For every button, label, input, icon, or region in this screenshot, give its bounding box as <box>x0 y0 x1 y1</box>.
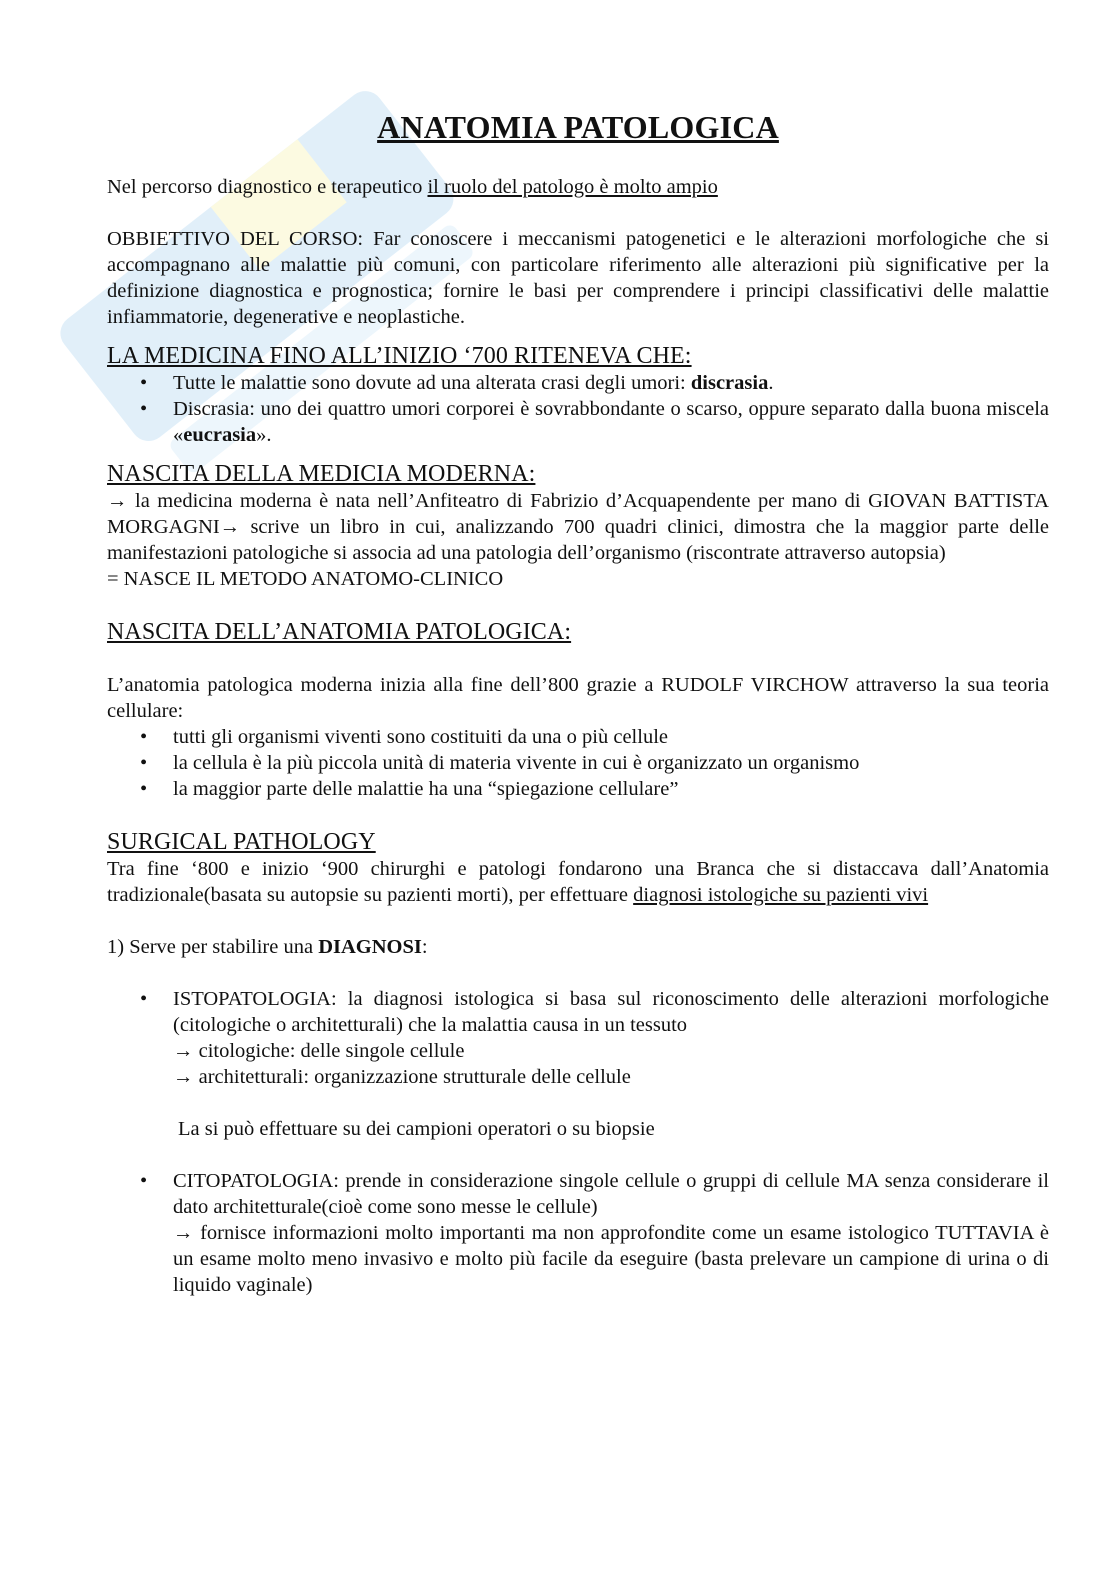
bullet-icon: • <box>140 988 148 1010</box>
section-heading-surgical-pathology: SURGICAL PATHOLOGY <box>107 829 376 855</box>
bullet-icon: • <box>140 752 148 774</box>
list-item-citopatologia: • CITOPATOLOGIA: prende in considerazione singole cellule o gruppi di cellule MA senza considerare il dato architetturale(cioè come sono messe le cellule) → fornisce informazioni molto importanti ma non approfondite come un esame istologico TUTTAVIA è un esame molto meno invasivo e molto più facile da eseguire (basta prelevare un campione di urina o di liquido vaginale) <box>140 1170 1049 1296</box>
diagnosi-bullet-list <box>107 986 1049 1090</box>
bullet-icon: • <box>140 398 148 420</box>
list-item: • tutti gli organismi viventi sono costituiti da una o più cellule <box>140 726 668 748</box>
section1-bullet-list <box>107 370 1049 448</box>
section-heading-medicina-moderna: NASCITA DELLA MEDICIA MODERNA: <box>107 461 536 487</box>
document-title: ANATOMIA PATOLOGICA <box>377 109 779 145</box>
diagnosi-line: 1) Serve per stabilire una DIAGNOSI: <box>107 936 428 958</box>
metodo-anatomo-clinico-line: = NASCE IL METODO ANATOMO-CLINICO <box>107 568 504 590</box>
objective-paragraph: OBBIETTIVO DEL CORSO: Far conoscere i meccanismi patogenetici e le alterazioni morfologiche che si accompagnano alle malattie più comuni, con particolare riferimento alle alterazioni più significative per la definizione diagnostica e prognostica; fornire le basi per comprendere i principi classificativi delle malattie infiammatorie, degenerative e neoplastiche. <box>107 228 1049 328</box>
list-item: • Tutte le malattie sono dovute ad una alterata crasi degli umori: discrasia. <box>140 372 774 394</box>
medicina-moderna-paragraph: → la medicina moderna è nata nell’Anfiteatro di Fabrizio d’Acquapendente per mano di GIOVAN BATTISTA MORGAGNI→ scrive un libro in cui, analizzando 700 quadri clinici, dimostra che la maggior parte delle manifestazioni patologiche si associa ad una patologia dell’organismo (riscontrate attraverso autopsia) <box>107 490 1049 564</box>
bullet-icon: • <box>140 372 148 394</box>
surgical-underlined-text: diagnosi istologiche su pazienti vivi <box>633 884 929 906</box>
document-page <box>107 108 1049 1298</box>
section-heading-anatomia-patologica: NASCITA DELL’ANATOMIA PATOLOGICA: <box>107 619 572 645</box>
list-item-istopatologia: • ISTOPATOLOGIA: la diagnosi istologica si basa sul riconoscimento delle alterazioni morfologiche (citologiche o architetturali) che la malattia causa in un tessuto → citologiche: delle singole cellule → architetturali: organizzazione strutturale delle cellule <box>140 988 1049 1088</box>
istopatologia-note: La si può effettuare su dei campioni operatori o su biopsie <box>178 1118 655 1140</box>
istopatologia-sub-architetturali: → architetturali: organizzazione strutturale delle cellule <box>173 1066 631 1088</box>
intro-underlined-text: il ruolo del patologo è molto ampio <box>427 176 718 198</box>
virchow-paragraph: L’anatomia patologica moderna inizia alla fine dell’800 grazie a RUDOLF VIRCHOW attraverso la sua teoria cellulare: <box>107 674 1049 722</box>
surgical-pathology-paragraph: Tra fine ‘800 e inizio ‘900 chirurghi e patologi fondarono una Branca che si distaccava dall’Anatomia tradizionale(basata su autopsie su pazienti morti), per effettuare diagnosi istologiche su pazienti vivi <box>107 858 1049 906</box>
section-heading-medicina-700: LA MEDICINA FINO ALL’INIZIO ‘700 RITENEVA CHE: <box>107 343 692 369</box>
citopatologia-bullet-list <box>107 1168 1049 1298</box>
istopatologia-sub-citologiche: → citologiche: delle singole cellule <box>173 1040 465 1062</box>
citopatologia-sub: → fornisce informazioni molto importanti ma non approfondite come un esame istologico TUTTAVIA è un esame molto meno invasivo e molto più facile da eseguire (basta prelevare un campione di urina o di liquido vaginale) <box>173 1222 1049 1296</box>
bullet-icon: • <box>140 778 148 800</box>
bullet-icon: • <box>140 726 148 748</box>
bullet-icon: • <box>140 1170 148 1192</box>
list-item: • Discrasia: uno dei quattro umori corporei è sovrabbondante o scarso, oppure separato dalla buona miscela «eucrasia». <box>140 398 1049 446</box>
section3-bullet-list <box>107 724 1049 802</box>
list-item: • la cellula è la più piccola unità di materia vivente in cui è organizzato un organismo <box>140 752 860 774</box>
list-item: • la maggior parte delle malattie ha una “spiegazione cellulare” <box>140 778 679 800</box>
intro-paragraph: Nel percorso diagnostico e terapeutico il ruolo del patologo è molto ampio <box>107 176 718 198</box>
